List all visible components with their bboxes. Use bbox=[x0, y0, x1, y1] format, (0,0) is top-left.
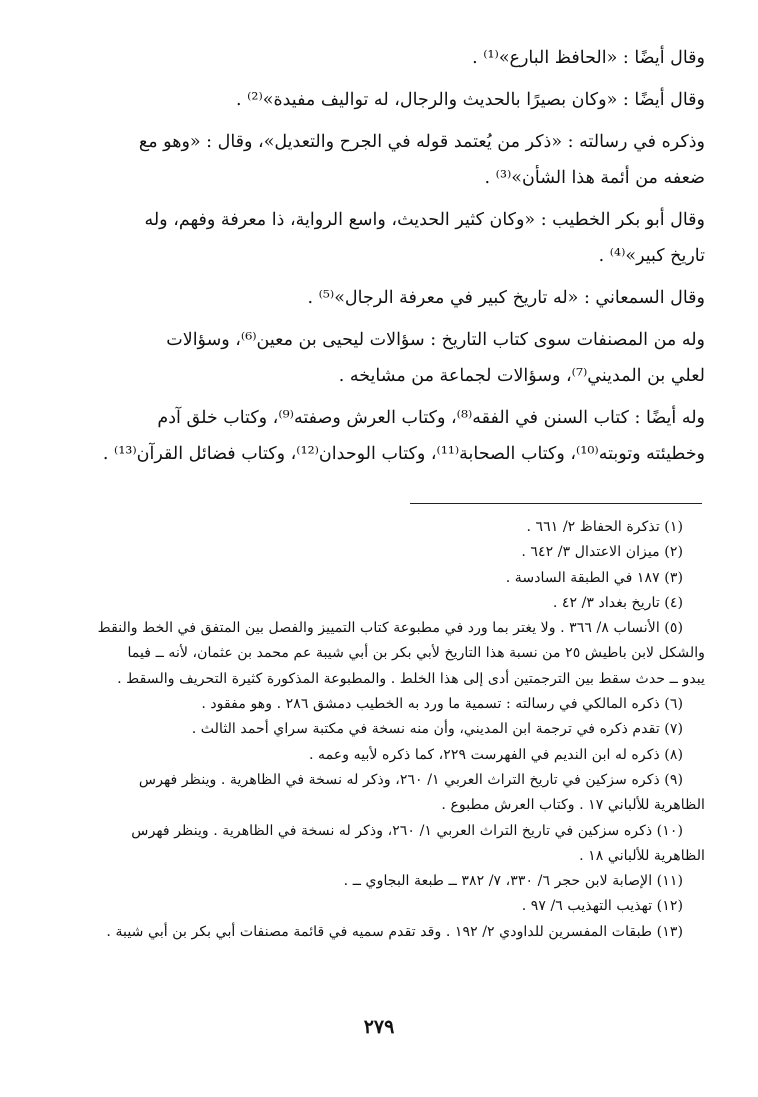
paragraph bbox=[60, 322, 705, 394]
footnote-line: (١٢) تهذيب التهذيب ٦/ ٩٧ . bbox=[521, 898, 683, 915]
footnote-line: والشكل لابن باطيش ٢٥ من نسبة هذا التاريخ لأبي بكر بن أبي شيبة عم محمد بن عثمان، لأنه ــ فيما bbox=[127, 645, 705, 662]
footnote-line: (٢) ميزان الاعتدال ٣/ ٦٤٢ . bbox=[521, 544, 683, 561]
footnote-line: (٤) تاريخ بغداد ٣/ ٤٢ . bbox=[552, 594, 683, 611]
paragraph bbox=[60, 202, 705, 274]
footnotes bbox=[60, 515, 705, 945]
text-line: وقال السمعاني : «له تاريخ كبير في معرفة الرجال»⁽⁵⁾ . bbox=[307, 288, 705, 308]
footnote-line: (١٣) طبقات المفسرين للداودي ٢/ ١٩٢ . وقد تقدم سميه في قائمة مصنفات أبي بكر بن أبي شيبة . bbox=[106, 923, 683, 940]
footnote bbox=[60, 819, 705, 870]
footnote bbox=[60, 869, 705, 894]
footnote-line: (٧) تقدم ذكره في ترجمة ابن المديني، وأن منه نسخة في مكتبة سراي أحمد الثالث . bbox=[191, 721, 683, 738]
paragraph bbox=[60, 400, 705, 472]
footnote bbox=[60, 566, 705, 591]
footnote-line: الظاهرية للألباني ١٧ . وكتاب العرش مطبوع . bbox=[441, 797, 705, 814]
footnote-line: الظاهرية للألباني ١٨ . bbox=[579, 847, 705, 864]
text-line: وقال أبو بكر الخطيب : «وكان كثير الحديث، واسع الرواية، ذا معرفة وفهم، وله bbox=[144, 210, 705, 230]
paragraph bbox=[60, 82, 705, 118]
footnote bbox=[60, 692, 705, 717]
footnote bbox=[60, 616, 705, 692]
text-line: تاريخ كبير»⁽⁴⁾ . bbox=[598, 246, 705, 266]
paragraph bbox=[60, 280, 705, 316]
footnote bbox=[60, 591, 705, 616]
footnote-line: (٩) ذكره سزكين في تاريخ التراث العربي ١/ ٢٦٠، وذكر له نسخة في الظاهرية . وينظر فهرس bbox=[138, 771, 683, 788]
footnote bbox=[60, 920, 705, 945]
footnote-line: (١١) الإصابة لابن حجر ٦/ ٣٣٠، ٧/ ٣٨٢ ــ طبعة البجاوي ــ . bbox=[343, 873, 683, 890]
footnote-line: (٦) ذكره المالكي في رسالته : تسمية ما ورد به الخطيب دمشق ٢٨٦ . وهو مفقود . bbox=[201, 696, 683, 713]
footnote bbox=[60, 894, 705, 919]
footnote bbox=[60, 743, 705, 768]
text-line: وله من المصنفات سوى كتاب التاريخ : سؤالات ليحيى بن معين⁽⁶⁾، وسؤالات bbox=[166, 330, 705, 350]
footnote-line: (٨) ذكره له ابن النديم في الفهرست ٢٢٩، كما ذكره لأبيه وعمه . bbox=[308, 746, 683, 763]
footnote bbox=[60, 515, 705, 540]
footnote-divider bbox=[410, 503, 702, 504]
page-number: ٢٧٩ bbox=[363, 1016, 395, 1038]
footnote-line: (٣) ١٨٧ في الطبقة السادسة . bbox=[505, 569, 683, 586]
footnote bbox=[60, 768, 705, 819]
footnote-line: يبدو ــ حدث سقط بين الترجمتين أدى إلى هذا الخلط . والمطبوعة المذكورة كثيرة التحريف والسقط . bbox=[117, 670, 705, 687]
text-line: وخطيئته وتوبته⁽¹⁰⁾، وكتاب الصحابة⁽¹¹⁾، وكتاب الوحدان⁽¹²⁾، وكتاب فضائل القرآن⁽¹³⁾ . bbox=[102, 444, 705, 464]
footnote bbox=[60, 540, 705, 565]
text-line: وذكره في رسالته : «ذكر من يُعتمد قوله في الجرح والتعديل»، وقال : «وهو مع bbox=[138, 132, 705, 152]
text-line: وله أيضًا : كتاب السنن في الفقه⁽⁸⁾، وكتاب العرش وصفته⁽⁹⁾، وكتاب خلق آدم bbox=[157, 408, 705, 428]
footnote-line: (١) تذكرة الحفاظ ٢/ ٦٦١ . bbox=[526, 519, 683, 535]
footnote bbox=[60, 717, 705, 742]
text-line: ضعفه من أئمة هذا الشأن»⁽³⁾ . bbox=[484, 168, 705, 188]
text-line: وقال أيضًا : «الحافظ البارع»⁽¹⁾ . bbox=[472, 48, 705, 68]
footnote-line: (٥) الأنساب ٨/ ٣٦٦ . ولا يغتر بما ورد في مطبوعة كتاب التمييز والفصل بين المتفق في الخط والنقط bbox=[97, 620, 683, 637]
text-line: لعلي بن المديني⁽⁷⁾، وسؤالات لجماعة من مشايخه . bbox=[338, 366, 705, 386]
paragraph bbox=[60, 40, 705, 76]
footnote-line: (١٠) ذكره سزكين في تاريخ التراث العربي ١/ ٢٦٠، وذكر له نسخة في الظاهرية . وينظر فهرس bbox=[131, 822, 683, 839]
paragraph bbox=[60, 124, 705, 196]
main-text bbox=[60, 40, 705, 478]
text-line: وقال أيضًا : «وكان بصيرًا بالحديث والرجال، له تواليف مفيدة»⁽²⁾ . bbox=[235, 90, 705, 110]
